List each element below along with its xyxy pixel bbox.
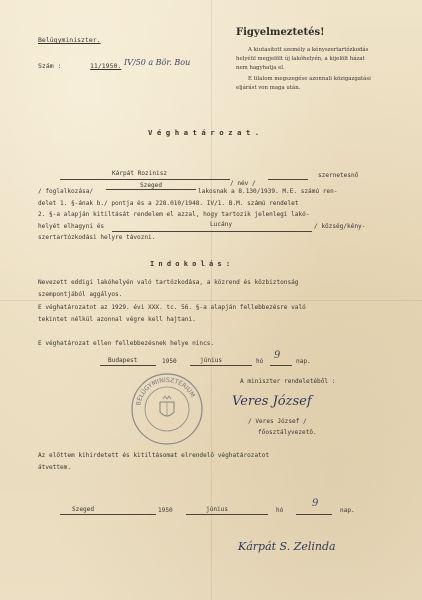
warning-line: E tilalom megszegése azonnali közigazgatási [248, 76, 371, 82]
village-name: Lucány [210, 221, 233, 228]
authority-signature: Veres József [232, 394, 312, 409]
acknowledgement-line: átvettem. [38, 464, 72, 471]
document-title: V é g h a t á r o z a t . [148, 128, 260, 137]
fill-line [190, 365, 252, 366]
fill-line [60, 179, 230, 180]
ack-day: 9 [312, 498, 319, 509]
date-place: Budapest [108, 357, 138, 364]
fill-line [106, 189, 196, 190]
fill-line [296, 514, 332, 515]
ack-suffix: nap. [340, 507, 355, 514]
date-year: 1950 [162, 358, 177, 365]
authority-on-behalf: A miniszter rendeletéből : [240, 378, 336, 385]
recipient-signature: Kárpát S. Zelinda [238, 540, 336, 553]
acknowledgement-line: Az előttem kihirdetett és kitiltásomat elrendelő véghatározatot [38, 452, 270, 459]
stamp-text: BELÜGYMINISZTÉRIUM [135, 376, 197, 407]
ack-month: június [206, 506, 229, 513]
number-handwritten: IV/50 a Bör. Bou [124, 58, 191, 67]
fill-line [100, 365, 156, 366]
ministry-name: Belügyminiszter. [38, 36, 101, 44]
number-label: Szám : [38, 62, 62, 70]
fill-line [268, 179, 308, 180]
decision-line: 2. §-a alapján kitiltását rendelem el azzal, hogy tartozik jelenlegi lakó- [38, 211, 310, 218]
reasoning-line: tekintet nélkül azonnal végre kell hajtani. [38, 316, 196, 323]
decision-line: delet 1. §-ának b./ pontja és a 228.010/1948. IV/1. B.M. számú rendelet [38, 200, 299, 207]
decision-line: / község/kény- [314, 223, 366, 230]
warning-title: Figyelmeztetés! [236, 27, 325, 38]
city-name: Szeged [140, 182, 163, 189]
reasoning-title: I n d o k o l á s : [150, 260, 231, 268]
official-stamp [130, 372, 204, 446]
date-day: 9 [274, 350, 281, 361]
name-label: / név / [230, 180, 256, 187]
ack-year: 1950 [158, 507, 173, 514]
reasoning-line: szempontjából aggályos. [38, 291, 123, 298]
reasoning-line: E véghatározatot az 1929. évi XXX. tc. 56. §-a alapján fellebbezésre való [38, 304, 306, 311]
authority-position: főosztályvezető. [258, 429, 317, 436]
decision-line: lakosnak a 8.130/1939. M.E. számú ren- [198, 188, 338, 195]
occupation-label: / foglalkozása/ [38, 188, 94, 195]
decision-line: szertartózkodási helyre távozni. [38, 234, 156, 241]
warning-line: helyéül megjelölt új lakóhelyén, a kijelölt házat [236, 56, 365, 62]
fill-line [270, 365, 292, 366]
decision-line: helyét elhagyni és [38, 223, 105, 230]
authority-name: / Veres József / [248, 418, 307, 425]
ack-place: Szeged [72, 506, 95, 513]
ack-day-label: hó [276, 507, 284, 514]
crest-icon [160, 396, 174, 416]
fill-line [112, 231, 312, 232]
warning-line: nem hagyhatja el. [236, 65, 285, 71]
date-month: június [200, 357, 223, 364]
date-suffix: nap. [296, 358, 311, 365]
date-day-label: hó [256, 358, 264, 365]
person-name: Kárpát Rozinisz [112, 170, 168, 177]
warning-line: eljárást von maga után. [236, 85, 301, 91]
number-value: 11/1950. [90, 62, 122, 70]
warning-line: A kiutasított személy a kényszertartózkodás [248, 47, 369, 53]
fill-line [60, 514, 156, 515]
birth-label: szernetesnő [318, 172, 359, 179]
fill-line [186, 514, 268, 515]
reasoning-line: Nevezett eddigi lakóhelyén való tartózkodása, a közrend és közbiztonság [38, 279, 299, 286]
reasoning-line: E véghatározat ellen fellebbezésnek helye nincs. [38, 340, 215, 347]
